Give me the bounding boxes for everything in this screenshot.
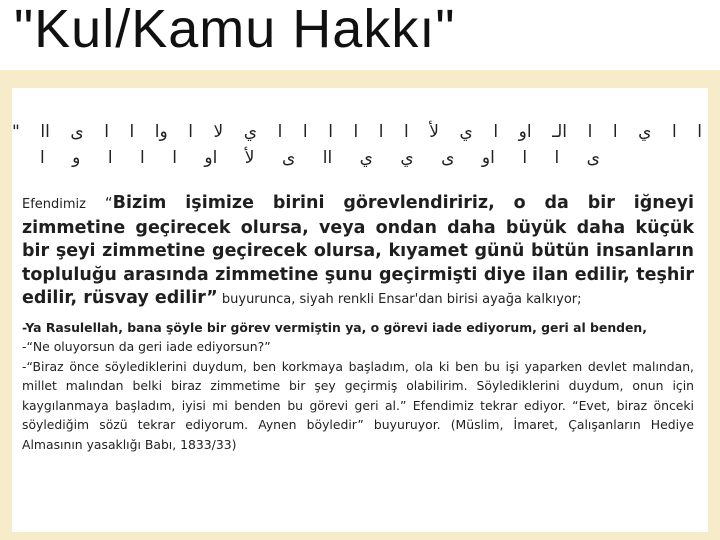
open-quote: “ <box>104 194 113 212</box>
hadith-prefix: Efendimiz <box>22 197 86 212</box>
close-quote: ” <box>206 288 218 308</box>
slide-title: "Kul/Kamu Hakkı" <box>14 0 456 59</box>
hadith-text <box>22 192 694 454</box>
dialog-block <box>22 318 694 455</box>
hadith-speech: Bizim işimize birini görevlendiririz, o da bir iğneyi zimmetine geçirecek olursa, veya ondan daha büyük daha küçük bir şeyi zimmetine geçirecek olursa, kıyamet günü bütün insanların topluluğu arasında zimmetine şunu geçirmişti diye ilan edilir, teşhir edilir, rüsvay edilir <box>22 193 694 308</box>
hadith-main-paragraph <box>22 192 694 312</box>
dialog-line-3: -“Biraz önce söylediklerini duydum, ben korkmaya başladım, ola ki ben bu işi yaparken devlet malından, millet malından belki biraz zimmetime bir şey geçirmiş olabilirim. Söylediklerini duydum, onun için kaygılanmaya başladım, iyisi mi benden bu görevi geri al.” Efendimiz tekrar ediyor. “Evet, biraz önceki söylediğim sözü tekrar ediyorum. Aynen böyledir” buyuruyor. (Müslim, İmaret, Çalışanların Hediye Almasının yasaklığı Babı, 1833/33) <box>22 358 694 452</box>
arabic-text-line-2: ى ا ا او ى ي ي اا ى لأ او ا ا ا و ا <box>40 148 600 168</box>
dialog-line-2: -“Ne oluyorsun da geri iade ediyorsun?” <box>22 339 271 354</box>
arabic-text-line-1: ا ا ي ا ا الـ او ا ي لأ ا ا ا ا ا ا ي لا ا وا ا ا ى اا " <box>12 122 702 142</box>
hadith-narration: buyurunca, siyah renkli Ensar'dan birisi ayağa kalkıyor; <box>217 292 582 307</box>
dialog-line-1: -Ya Rasulellah, bana şöyle bir görev vermiştin ya, o görevi iade ediyorum, geri al benden, <box>22 319 647 335</box>
